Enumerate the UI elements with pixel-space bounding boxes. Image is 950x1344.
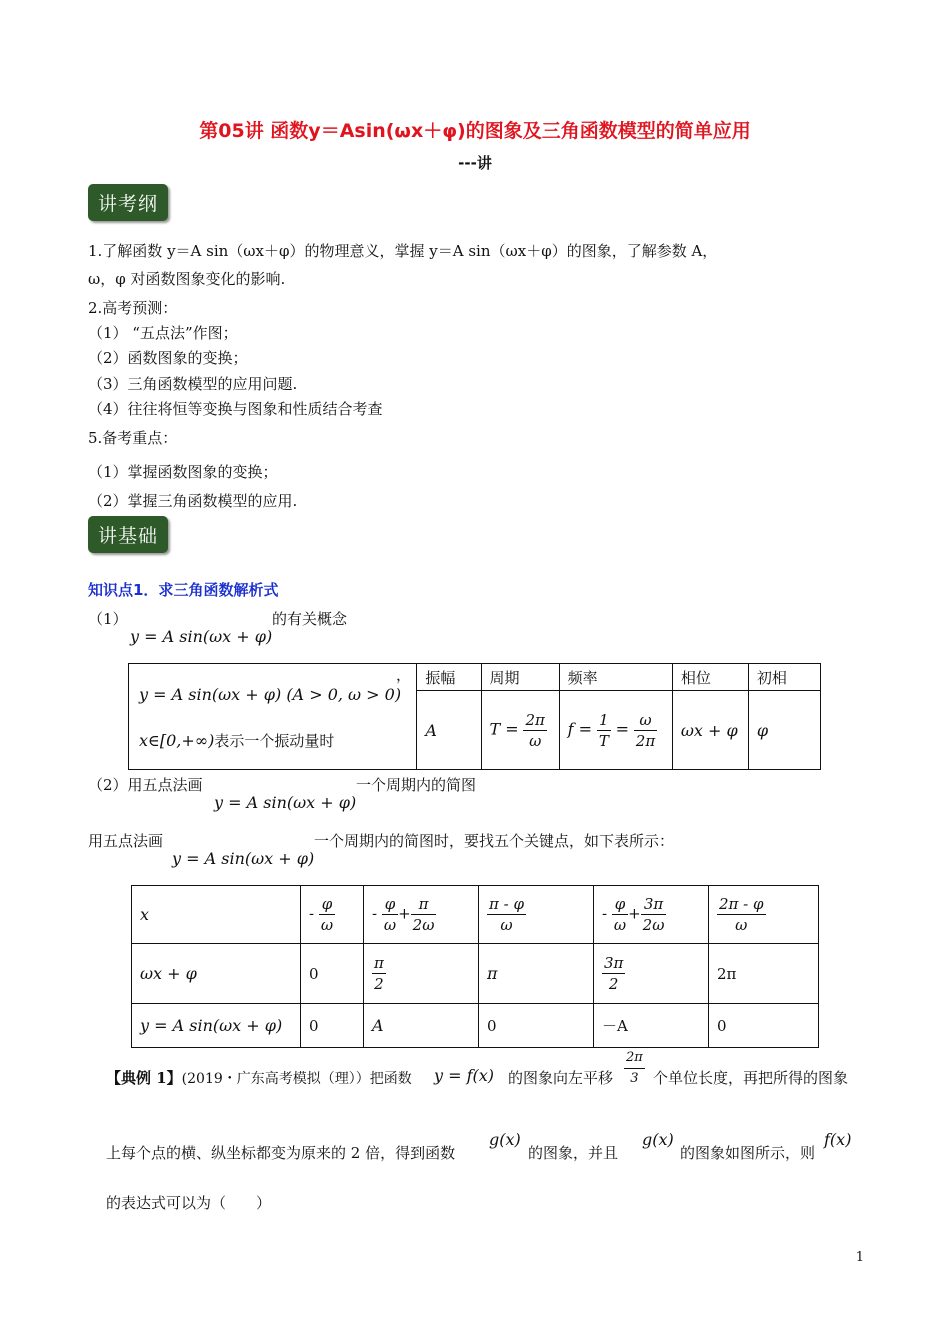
table-comma: ，	[396, 666, 412, 684]
p1-prefix: （1）	[88, 610, 128, 628]
outline-line-5: （2）函数图象的变换；	[88, 349, 248, 367]
cell-x-4: - $\frac{\varphi}{\omega}$ + $\frac{3\pi}{2\omega}$	[594, 886, 709, 944]
cell-x-1: - $\frac{\varphi}{\omega}$	[301, 886, 364, 944]
section-tag-basics: 讲基础	[88, 516, 168, 553]
section-tag-outline: 讲考纲	[88, 184, 168, 221]
concept-table	[128, 663, 821, 770]
example-line-3: 的表达式可以为（ ）	[106, 1194, 272, 1212]
cell-y-4: －A	[594, 1004, 709, 1048]
header-frequency: 频率	[559, 664, 672, 691]
outline-line-1: 1.了解函数 y＝A sin（ωx＋φ）的物理意义，掌握 y＝A sin（ωx＋φ）的图象，了解参数 A，	[88, 242, 718, 260]
p2-suffix: 一个周期内的简图	[356, 776, 477, 794]
outline-line-10: （2）掌握三角函数模型的应用.	[88, 492, 298, 510]
outline-line-8: 5.备考重点：	[88, 429, 178, 447]
outline-line-4: （1） “五点法”作图；	[88, 324, 238, 342]
row-label-phase: ωx + φ	[132, 944, 301, 1004]
example-line-1	[106, 1067, 412, 1088]
header-initial-phase: 初相	[748, 664, 820, 691]
row-label-x: x	[132, 886, 301, 944]
five-point-table	[131, 885, 819, 1048]
cell-y-3: 0	[479, 1004, 594, 1048]
outline-line-7: （4）往往将恒等变换与图象和性质结合考查	[88, 400, 383, 418]
example-source: (2019・广东高考模拟（理））把函数	[181, 1071, 412, 1087]
cell-phase-5: 2π	[709, 944, 819, 1004]
example-line-1-end: 个单位长度，再把所得的图象	[653, 1069, 849, 1087]
p2-prefix: （2）用五点法画	[88, 776, 203, 794]
p3-suffix: 一个周期内的简图时，要找五个关键点，如下表所示：	[314, 832, 675, 850]
p3-prefix: 用五点法画	[88, 832, 164, 850]
value-initial-phase: φ	[748, 691, 820, 770]
value-amplitude: A	[417, 691, 481, 770]
p1-formula: y = A sin(ωx + φ)	[130, 627, 273, 646]
concept-left-cell	[129, 664, 417, 770]
header-period: 周期	[481, 664, 559, 691]
row-label-y: y = A sin(ωx + φ)	[132, 1004, 301, 1048]
cell-x-5: $\frac{2\pi - \varphi}{\omega}$	[709, 886, 819, 944]
example-gx-1: g(x)	[489, 1130, 521, 1149]
outline-line-3: 2.高考预测：	[88, 299, 178, 317]
outline-line-2: ω，φ 对函数图象变化的影响.	[88, 270, 286, 288]
concept-range-text: 表示一个振动量时	[214, 731, 335, 750]
value-period	[481, 691, 559, 770]
page-number: 1	[855, 1250, 864, 1265]
page-subtitle: ---讲	[458, 154, 492, 172]
example-label: 【典例 1】	[106, 1069, 182, 1087]
p2-formula: y = A sin(ωx + φ)	[214, 793, 357, 812]
knowledge-point-1: 知识点1．求三角函数解析式	[88, 581, 279, 599]
freq-eq: =	[615, 719, 630, 738]
cell-phase-4: $\frac{3\pi}{2}$	[594, 944, 709, 1004]
example-shift-text: 的图象向左平移	[508, 1069, 614, 1087]
example-line-2: 上每个点的横、纵坐标都变为原来的 2 倍，得到函数	[106, 1144, 456, 1162]
cell-y-1: 0	[301, 1004, 364, 1048]
cell-x-2: - $\frac{\varphi}{\omega}$ + $\frac{\pi}{2\omega}$	[364, 886, 479, 944]
p3-formula: y = A sin(ωx + φ)	[172, 849, 315, 868]
concept-range: x∈[0,+∞)	[139, 730, 215, 750]
period-fraction: $\frac{2\pi}{\omega}$	[525, 710, 545, 750]
value-frequency	[559, 691, 672, 770]
cell-phase-3: π	[479, 944, 594, 1004]
cell-y-2: A	[364, 1004, 479, 1048]
cell-x-3: $\frac{\pi - \varphi}{\omega}$	[479, 886, 594, 944]
example-line-2b: 的图象，并且	[528, 1144, 619, 1162]
page-title: 第05讲 函数y＝Asin(ωx＋φ)的图象及三角函数模型的简单应用	[199, 120, 751, 142]
outline-line-9: （1）掌握函数图象的变换；	[88, 463, 278, 481]
p1-suffix: 的有关概念	[272, 610, 348, 628]
cell-y-5: 0	[709, 1004, 819, 1048]
value-phase: ωx + φ	[672, 691, 748, 770]
example-line-2c: 的图象如图所示，则	[680, 1144, 816, 1162]
freq-fraction-1: $\frac{1}{T}$	[598, 710, 609, 750]
concept-left-formula: y = A sin(ωx + φ) (A > 0, ω > 0)	[139, 684, 402, 704]
header-phase: 相位	[672, 664, 748, 691]
example-gx-2: g(x)	[642, 1130, 674, 1149]
example-fx: y = f(x)	[434, 1066, 495, 1085]
cell-phase-1: 0	[301, 944, 364, 1004]
header-amplitude: 振幅	[417, 664, 481, 691]
cell-phase-2: $\frac{\pi}{2}$	[364, 944, 479, 1004]
freq-lhs: f =	[567, 719, 593, 738]
period-lhs: T =	[489, 719, 519, 738]
outline-line-6: （3）三角函数模型的应用问题.	[88, 375, 298, 393]
shift-fraction: $\frac{2\pi}{3}$	[626, 1050, 643, 1086]
freq-fraction-2: $\frac{\omega}{2\pi}$	[635, 710, 656, 750]
example-fx-2: f(x)	[824, 1130, 852, 1149]
